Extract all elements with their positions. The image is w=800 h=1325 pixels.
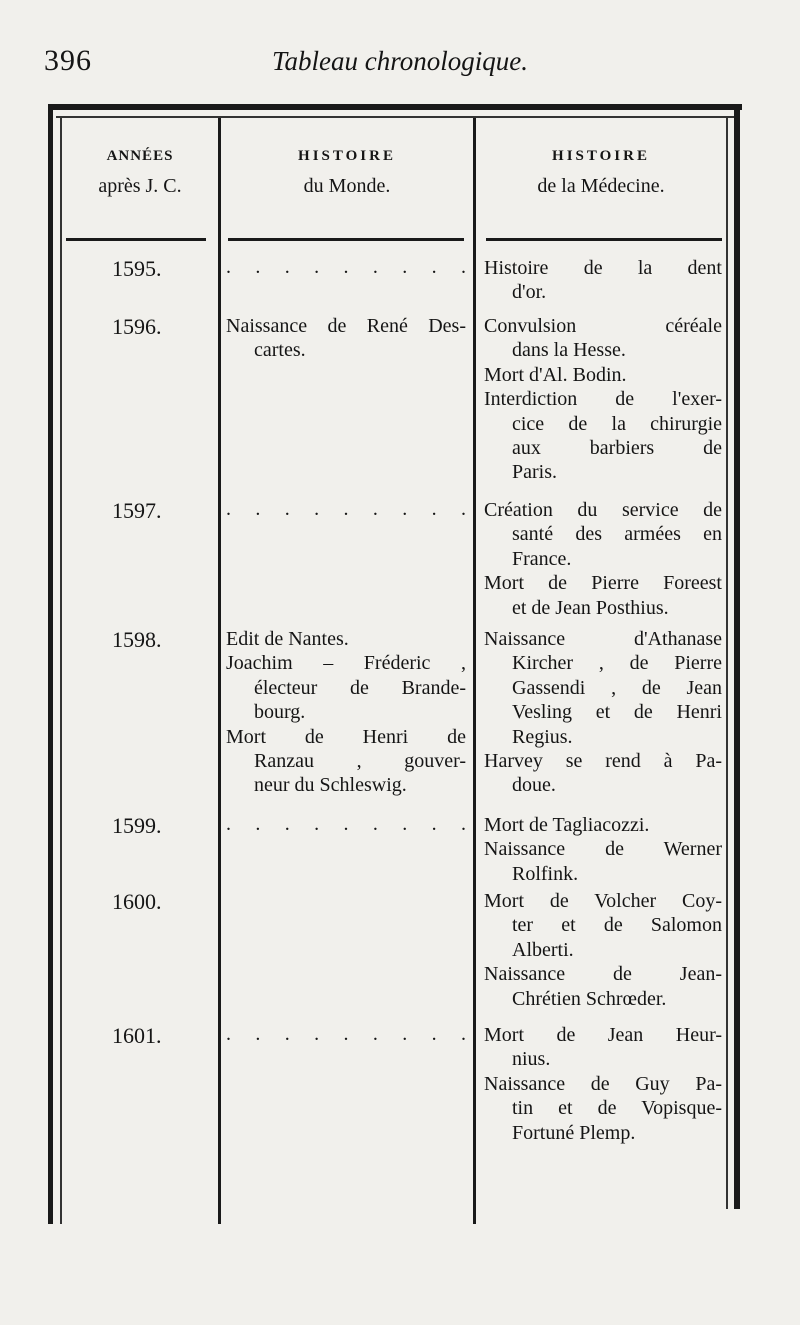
- medicine-event-line: Convulsion céréale: [484, 315, 722, 337]
- column-header-medicine: [476, 148, 726, 198]
- medicine-event-line: d'or.: [512, 281, 547, 304]
- header-rule-years: [66, 238, 206, 241]
- column-header-years-subtitle: après J. C.: [98, 175, 182, 197]
- world-event-line: électeur de Brande-: [254, 676, 466, 699]
- table-left-border-inner: [60, 116, 62, 1224]
- world-leader-dots: . . . . . . . . .: [226, 813, 466, 835]
- medicine-event-cell: [484, 813, 722, 886]
- column-header-world: [221, 148, 473, 198]
- medicine-event-cell: [484, 1023, 722, 1145]
- column-divider-1: [218, 118, 221, 1224]
- chronological-table: [48, 104, 742, 1224]
- medicine-event-line: Rolfink.: [512, 862, 579, 885]
- medicine-event-line: Naissance de Guy Pa-: [484, 1072, 722, 1095]
- medicine-event-line: dans la Hesse.: [512, 339, 626, 362]
- year-label: 1600.: [112, 889, 162, 914]
- medicine-event-line: Mort d'Al. Bodin.: [484, 363, 627, 386]
- column-header-medicine-subtitle: de la Médecine.: [537, 175, 665, 197]
- medicine-event-line: Naissance d'Athanase: [484, 628, 722, 650]
- medicine-event-line: Mort de Tagliacozzi.: [484, 814, 650, 836]
- year-label: 1597.: [112, 498, 162, 523]
- year-label: 1595.: [112, 256, 162, 281]
- table-top-rule-inner: [56, 116, 734, 118]
- header-rule-world: [228, 238, 464, 241]
- column-header-years-title: ANNÉES: [106, 148, 174, 164]
- world-event-cell: [226, 627, 466, 798]
- world-event-line: Edit de Nantes.: [226, 628, 349, 650]
- medicine-event-cell: [484, 498, 722, 620]
- table-left-border: [48, 104, 53, 1224]
- running-title: Tableau chronologique.: [272, 46, 528, 76]
- column-header-years: [62, 148, 218, 198]
- world-event-line: Mort de Henri de: [226, 725, 466, 748]
- medicine-event-line: Paris.: [512, 461, 557, 484]
- medicine-event-cell: [484, 889, 722, 1011]
- medicine-event-line: Histoire de la dent: [484, 257, 722, 279]
- header-rule-medicine: [486, 238, 722, 241]
- world-event-cell: [226, 314, 466, 363]
- medicine-event-line: et de Jean Posthius.: [512, 596, 669, 619]
- column-header-medicine-title: HISTOIRE: [552, 148, 650, 164]
- world-event-line: Joachim – Fréderic ,: [226, 652, 466, 675]
- page-number: 396: [44, 44, 92, 77]
- medicine-event-cell: [484, 627, 722, 798]
- medicine-event-line: cice de la chirurgie: [512, 412, 722, 435]
- medicine-event-line: aux barbiers de: [512, 437, 722, 460]
- medicine-event-line: Naissance de Jean-: [484, 963, 722, 986]
- medicine-event-line: Naissance de Werner: [484, 838, 722, 861]
- year-label: 1601.: [112, 1023, 162, 1048]
- page-header: [40, 42, 760, 82]
- medicine-event-line: Interdiction de l'exer-: [484, 388, 722, 411]
- year-label: 1599.: [112, 813, 162, 838]
- medicine-event-line: santé des armées en: [512, 523, 722, 546]
- medicine-event-line: tin et de Vopisque-: [512, 1097, 722, 1120]
- year-label: 1598.: [112, 627, 162, 652]
- column-divider-2: [473, 118, 476, 1224]
- medicine-event-line: Gassendi , de Jean: [512, 676, 722, 699]
- medicine-event-line: Mort de Jean Heur-: [484, 1024, 722, 1046]
- world-leader-dots: . . . . . . . . .: [226, 498, 466, 520]
- table-top-rule: [48, 104, 742, 110]
- medicine-event-line: doue.: [512, 774, 556, 797]
- medicine-event-line: Mort de Volcher Coy-: [484, 890, 722, 912]
- year-label: 1596.: [112, 314, 162, 339]
- medicine-event-line: Kircher , de Pierre: [512, 652, 722, 675]
- medicine-event-line: Alberti.: [512, 938, 574, 961]
- world-leader-dots: . . . . . . . . .: [226, 1023, 466, 1045]
- medicine-event-line: ter et de Salomon: [512, 914, 722, 937]
- medicine-event-cell: [484, 256, 722, 305]
- column-header-world-subtitle: du Monde.: [303, 175, 391, 197]
- world-event-line: cartes.: [254, 339, 306, 362]
- medicine-event-line: Chrétien Schrœder.: [512, 987, 667, 1010]
- medicine-event-line: France.: [512, 547, 572, 570]
- medicine-event-line: nius.: [512, 1048, 551, 1071]
- world-event-line: Ranzau , gouver-: [254, 750, 466, 773]
- medicine-event-line: Harvey se rend à Pa-: [484, 750, 722, 773]
- medicine-event-line: Création du service de: [484, 499, 722, 521]
- table-right-border: [734, 104, 740, 1209]
- column-header-world-title: HISTOIRE: [298, 148, 396, 164]
- medicine-event-cell: [484, 314, 722, 485]
- world-event-line: neur du Schleswig.: [254, 774, 407, 797]
- medicine-event-line: Regius.: [512, 725, 573, 748]
- medicine-event-line: Fortuné Plemp.: [512, 1121, 636, 1144]
- world-event-line: bourg.: [254, 701, 306, 724]
- world-event-line: Naissance de René Des-: [226, 315, 466, 337]
- world-leader-dots: . . . . . . . . .: [226, 256, 466, 278]
- medicine-event-line: Mort de Pierre Foreest: [484, 572, 722, 595]
- table-right-border-inner: [726, 116, 728, 1209]
- medicine-event-line: Vesling et de Henri: [512, 701, 722, 724]
